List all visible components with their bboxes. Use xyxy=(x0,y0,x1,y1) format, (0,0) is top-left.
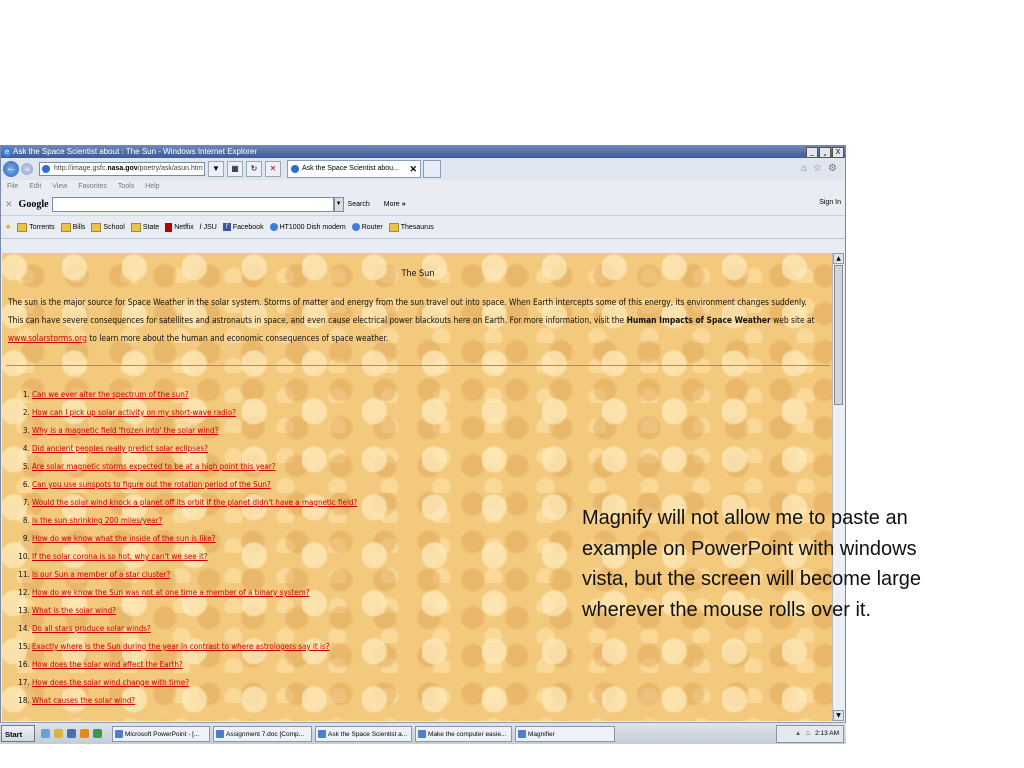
question-link[interactable]: Why is a magnetic field 'frozen into' the solar wind? xyxy=(32,426,219,435)
list-item xyxy=(32,440,834,458)
question-link[interactable]: Would the solar wind knock a planet off its orbit if the planet didn't have a magnetic field? xyxy=(32,498,358,507)
favorite-facebook[interactable]: f Facebook xyxy=(223,223,264,231)
question-link[interactable]: Did ancient peoples really predict solar eclipses? xyxy=(32,444,208,453)
chevron-right-icon[interactable]: » xyxy=(401,200,406,208)
restore-button[interactable] xyxy=(819,147,831,158)
favorite-router[interactable]: Router xyxy=(352,223,383,231)
address-bar-row xyxy=(1,158,845,180)
compatibility-icon[interactable]: ▦ xyxy=(227,161,243,177)
menu-view[interactable]: View xyxy=(52,183,68,190)
google-dropdown-icon[interactable]: ▼ xyxy=(334,197,344,212)
browser-tool-icons xyxy=(801,163,837,174)
ie-quicklaunch-icon[interactable] xyxy=(41,729,50,738)
page-content xyxy=(2,253,834,721)
network-icon[interactable]: ▲ xyxy=(794,730,802,737)
favorite-thesaurus[interactable]: Thesaurus xyxy=(389,223,434,232)
google-more-button[interactable]: More xyxy=(383,200,400,208)
solarstorms-link[interactable]: www.solarstorms.org xyxy=(8,333,87,343)
question-link[interactable]: How do we know what the inside of the sun is like? xyxy=(32,534,216,543)
list-item xyxy=(32,422,834,440)
slide-caption: Magnify will not allow me to paste an example on PowerPoint with windows vista, but the screen will become large wherever the mouse rolls over it. xyxy=(582,507,922,621)
taskbar xyxy=(0,722,846,744)
question-link[interactable]: How does the solar wind change with time? xyxy=(32,678,190,687)
folder-icon xyxy=(389,223,399,232)
question-link[interactable]: How can I pick up solar activity on my short-wave radio? xyxy=(32,408,236,417)
browser-window xyxy=(0,145,846,743)
list-item xyxy=(32,476,834,494)
favorite-torrents[interactable]: Torrents xyxy=(17,223,54,232)
favorite-dish-modem[interactable]: HT1000 Dish modem xyxy=(270,223,346,231)
window-controls xyxy=(806,147,844,158)
list-item xyxy=(32,692,834,710)
forward-button[interactable]: → xyxy=(23,164,31,173)
folder-icon xyxy=(91,223,101,232)
impacts-site-name: Human Impacts of Space Weather xyxy=(626,315,771,325)
favorites-star-icon[interactable]: ★ xyxy=(5,224,12,231)
task-powerpoint[interactable]: Microsoft PowerPoint - [... xyxy=(112,726,210,742)
question-link[interactable]: Can you use sunspots to figure out the rotation period of the Sun? xyxy=(32,480,271,489)
task-make-computer-easier[interactable]: Make the computer easie... xyxy=(415,726,512,742)
list-item xyxy=(32,386,834,404)
home-icon[interactable]: ⌂ xyxy=(801,163,808,174)
new-tab-button[interactable] xyxy=(423,160,441,178)
task-ask-space-scientist[interactable]: Ask the Space Scientist a... xyxy=(315,726,412,742)
list-item xyxy=(32,458,834,476)
folder-icon xyxy=(131,223,141,232)
menu-bar xyxy=(1,180,845,193)
menu-edit[interactable]: Edit xyxy=(29,183,42,190)
system-tray xyxy=(776,725,844,743)
vertical-scrollbar[interactable] xyxy=(832,253,844,721)
google-logo: Google xyxy=(18,198,49,210)
favorites-bar xyxy=(1,216,845,239)
ie-logo-icon: e xyxy=(2,147,12,157)
media-quicklaunch-icon[interactable] xyxy=(80,729,89,738)
question-link[interactable]: How does the solar wind affect the Earth? xyxy=(32,660,183,669)
desktop-quicklaunch-icon[interactable] xyxy=(67,729,76,738)
menu-tools[interactable]: Tools xyxy=(117,183,135,190)
site-globe-icon xyxy=(42,165,50,173)
question-link[interactable]: What is the solar wind? xyxy=(32,606,116,615)
favorite-state[interactable]: State xyxy=(131,223,159,232)
volume-icon[interactable]: ♨ xyxy=(805,730,812,737)
question-link[interactable]: Can we ever alter the spectrum of the sun? xyxy=(32,390,189,399)
back-button[interactable]: ← xyxy=(3,161,19,177)
google-search-input[interactable] xyxy=(52,197,334,212)
list-item xyxy=(32,404,834,422)
question-link[interactable]: Do all stars produce solar winds? xyxy=(32,624,151,633)
divider xyxy=(6,365,830,366)
netflix-icon xyxy=(165,223,172,232)
jsu-icon: / xyxy=(199,223,202,231)
scroll-thumb[interactable] xyxy=(834,265,843,405)
close-toolbar-icon[interactable]: ✕ xyxy=(5,198,13,209)
address-dropdown-icon[interactable]: ▼ xyxy=(208,161,224,177)
folder-icon xyxy=(61,223,71,232)
favorite-bills[interactable]: Bills xyxy=(61,223,86,232)
menu-file[interactable]: File xyxy=(7,183,19,190)
list-item xyxy=(32,656,834,674)
folder-icon xyxy=(17,223,27,232)
favorite-jsu[interactable]: / JSU xyxy=(199,223,217,231)
scroll-down-icon[interactable]: ▼ xyxy=(833,710,844,721)
close-button[interactable]: X xyxy=(832,147,844,158)
question-link[interactable]: What causes the solar wind? xyxy=(32,696,136,705)
question-link[interactable]: Is the sun shrinking 200 miles/year? xyxy=(32,516,163,525)
task-magnifier[interactable]: Magnifier xyxy=(515,726,615,742)
task-assignment-doc[interactable]: Assignment 7.doc [Comp... xyxy=(213,726,312,742)
question-link[interactable]: If the solar corona is so hot, why can't we see it? xyxy=(32,552,208,561)
clock: 2:13 AM xyxy=(815,730,839,737)
menu-help[interactable]: Help xyxy=(145,183,160,190)
stop-icon[interactable]: ✕ xyxy=(265,161,281,177)
close-tab-icon[interactable]: ✕ xyxy=(409,164,417,174)
window-title: Ask the Space Scientist about : The Sun - Windows Internet Explorer xyxy=(13,147,257,156)
list-item xyxy=(32,638,834,656)
question-link[interactable]: Are solar magnetic storms expected to be at a high point this year? xyxy=(32,462,276,471)
tab-active[interactable]: Ask the Space Scientist abou... ✕ xyxy=(287,160,421,178)
google-toolbar xyxy=(1,193,845,216)
quick-launch xyxy=(41,729,102,738)
question-link[interactable]: Exactly where is the Sun during the year in contrast to where astrologers say it is? xyxy=(32,642,330,651)
page-title: The Sun xyxy=(401,269,435,279)
minimize-button[interactable]: _ xyxy=(806,147,818,158)
sign-in-link[interactable]: Sign In xyxy=(819,199,841,206)
question-link[interactable]: Is our Sun a member of a star cluster? xyxy=(32,570,171,579)
facebook-icon: f xyxy=(223,223,231,231)
title-bar xyxy=(1,146,845,158)
question-link[interactable]: How do we know the Sun was not at one time a member of a binary system? xyxy=(32,588,310,597)
refresh-icon[interactable]: ↻ xyxy=(246,161,262,177)
favorites-star-icon[interactable]: ☆ xyxy=(813,163,823,174)
gear-icon[interactable]: ⚙ xyxy=(828,163,837,174)
scroll-up-icon[interactable]: ▲ xyxy=(833,253,844,264)
explorer-quicklaunch-icon[interactable] xyxy=(54,729,63,738)
favorite-school[interactable]: School xyxy=(91,223,124,232)
start-button[interactable]: Start xyxy=(1,725,35,742)
ie-page-icon xyxy=(270,223,278,231)
chrome-quicklaunch-icon[interactable] xyxy=(93,729,102,738)
google-search-button[interactable]: Search xyxy=(347,200,370,208)
favorite-netflix[interactable]: Netflix xyxy=(165,223,193,232)
address-field[interactable]: http://image.gsfc.nasa.gov/poetry/ask/asun.htm xyxy=(39,162,205,176)
ie-page-icon xyxy=(352,223,360,231)
tab-globe-icon xyxy=(291,165,299,173)
menu-favorites[interactable]: Favorites xyxy=(78,183,108,190)
list-item xyxy=(32,674,834,692)
intro-paragraph: The sun is the major source for Space Weather in the solar system. Storms of matter and energy from the sun travel out into space. When Earth intercepts some of this energy, its environment changes suddenly. This can have severe consequences for satellites and astronauts in space, and even cause electrical power blackouts here on Earth. For more information, visit the Human Impacts of Space Weather web site at www.solarstorms.org to learn more about the human and economic consequences of space weather. xyxy=(8,297,815,343)
